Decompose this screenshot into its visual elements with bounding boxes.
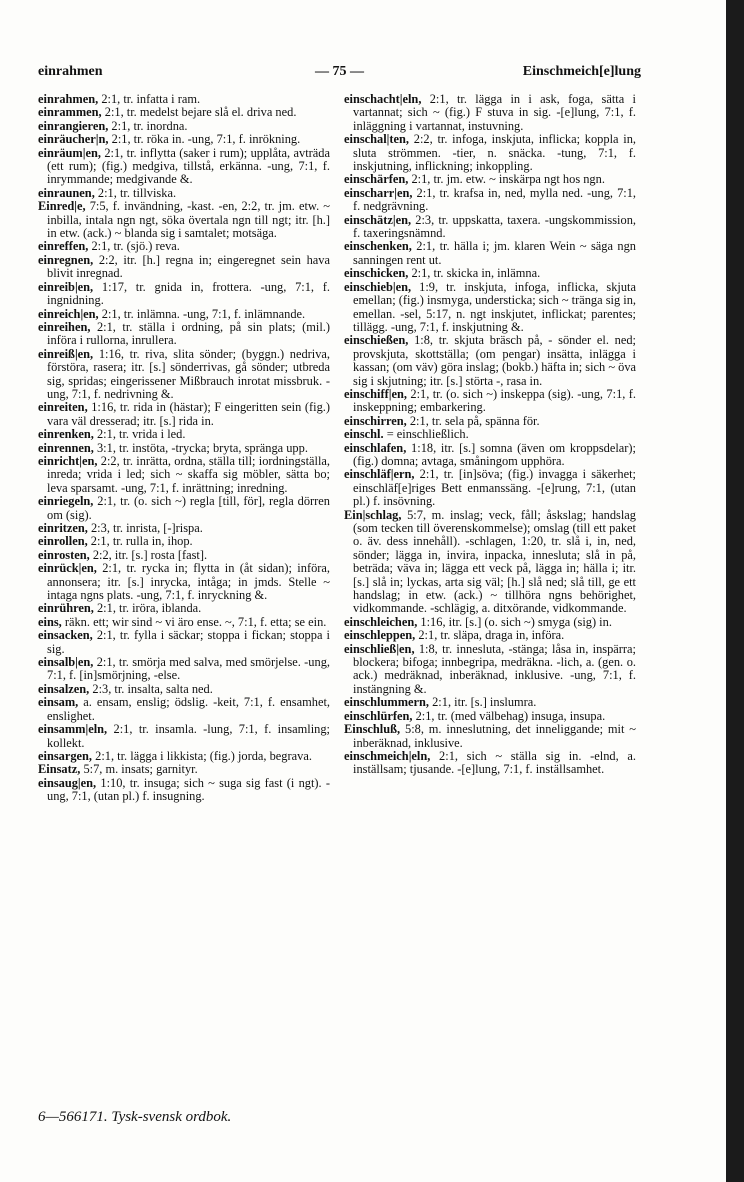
- definition: 3:1, tr. instöta, -trycka; bryta, spränga upp.: [93, 440, 308, 455]
- definition: 2:1, tr. (o. sich ~) regla [till, för], regla dörren om (sig).: [47, 494, 330, 522]
- headword: einsacken,: [38, 628, 93, 643]
- definition: 7:5, f. invändning, -kast. -en, 2:2, tr. jm. etw. ~ inbilla, intala ngn ngt, söka övertala ngn till ngt; itr. [h.] in etw. (ack.) ~ blanda sig i samtalet; motsäga.: [47, 199, 330, 241]
- headword: einreich|en,: [38, 306, 99, 321]
- dictionary-entry: [38, 723, 330, 750]
- dictionary-entry: [344, 267, 636, 280]
- definition: 1:17, tr. gnida in, frottera. -ung, 7:1, f. ingnidning.: [47, 279, 330, 308]
- definition: 1:16, itr. [s.] (o. sich ~) smyga (sig) in.: [417, 614, 612, 629]
- headword: einschieb|en,: [344, 279, 412, 294]
- dictionary-entry: [38, 750, 330, 763]
- headword: einraunen,: [38, 185, 95, 200]
- definition: 5:8, m. inneslutning, det inneliggande; mit ~ inberäknad, inklusive.: [353, 722, 636, 750]
- dictionary-entry: [38, 616, 330, 629]
- definition: 2:1, tr. inlämna. -ung, 7:1, f. inlämnande.: [98, 306, 306, 321]
- definition: 2:1, tr. rycka in; flytta in (åt sidan); införa, annonsera; itr. [s.] inryckа, intåga; in jmds. Stelle ~ intaga ngns plats. -ung, 7:1, f. inryckning &.: [47, 561, 330, 603]
- headword: einscharr|en,: [344, 185, 413, 200]
- definition: 2:1, tr. (med välbehag) insuga, insupa.: [412, 708, 606, 723]
- definition: 2:1, tr. inordna.: [108, 118, 188, 133]
- headword: einritzen,: [38, 521, 88, 535]
- headword: einschenken,: [344, 239, 412, 254]
- dictionary-entry: [344, 750, 636, 777]
- dictionary-entry: [344, 468, 636, 508]
- dictionary-entry: [344, 173, 636, 186]
- headword: einschleppen,: [344, 628, 416, 643]
- headword: einreffen,: [38, 239, 89, 254]
- dictionary-entry: [344, 133, 636, 173]
- dictionary-entry: [38, 549, 330, 562]
- dictionary-entry: [38, 683, 330, 696]
- headword: einschlummern,: [344, 695, 430, 710]
- definition: 2:1, tr. (o. sich ~) inskeppa (sig). -ung, 7:1, f. inskeppning; embarkering.: [353, 386, 636, 415]
- definition: 2:1, tr. (sjö.) reva.: [88, 239, 180, 254]
- headword: Einsatz,: [38, 762, 81, 777]
- dictionary-entry: [38, 562, 330, 602]
- definition: 2:1, tr. ställa i ordning, på sin plats; (mil.) införa i rullorna, inrullera.: [47, 319, 330, 348]
- definition: räkn. ett; wir sind ~ vi äro ense. ~, 7:1, f. etta; se ein.: [61, 614, 327, 629]
- definition: 2:1, tr. rulla in, ihop.: [87, 534, 193, 549]
- headword: einschmeich|eln,: [344, 748, 431, 763]
- running-header: [38, 64, 641, 84]
- definition: 2:2, itr. [s.] rosta [fast].: [89, 547, 208, 562]
- headword: Einred|e,: [38, 199, 86, 214]
- dictionary-entry: [38, 495, 330, 522]
- dictionary-entry: [38, 187, 330, 200]
- headword: einrangieren,: [38, 118, 109, 133]
- dictionary-entry: [38, 106, 330, 119]
- dictionary-entry: [344, 281, 636, 335]
- headword: eins,: [38, 614, 62, 629]
- headword: einschicken,: [344, 266, 409, 281]
- headword: einrennen,: [38, 440, 94, 455]
- headword: einregnen,: [38, 252, 94, 267]
- headword: einrammen,: [38, 105, 102, 120]
- definition: 5:7, m. insats; garnityr.: [80, 762, 198, 777]
- headword: einschl.: [344, 427, 384, 442]
- headword: Ein|schlag,: [344, 507, 402, 522]
- definition: 2:1, tr. skicka in, inlämna.: [408, 266, 541, 281]
- headword: einrahmen,: [38, 92, 99, 106]
- definition: 2:1, tr. tillviska.: [94, 185, 177, 200]
- definition: 2:1, tr. krafsa in, ned, myllа ned. -ung, 7:1, f. nedgrävning.: [353, 185, 636, 214]
- definition: 2:1, tr. inflytta (saker i rum); upplåta, avträda (ett rum); (fig.) medgiva, tillstå, erkänna. -ung, 7:1, f. inrymmande; medgivande &.: [47, 145, 330, 187]
- dictionary-entry: [38, 321, 330, 348]
- definition: 2:1, tr. medelst bejare slå el. driva ned.: [101, 105, 297, 120]
- definition: 2:1, tr. hälla i; jm. klaren Wein ~ säga ngn sanningen rent ut.: [353, 239, 636, 267]
- definition: 1:16, tr. riva, slita sönder; (byggn.) nedriva, förstöra, rasera; itr. [s.] sönderrivas, gå sönder; utbreda sig, spridas; eingerissener Mißbrauch inrotat missbruk. -ung, 7:1, f. nedrivning &.: [47, 346, 330, 401]
- definition: 2:1, tr. [in]söva; (fig.) invagga i säkerhet; einschläf[e]riges Bett enmanssäng. -[e]rung, 7:1, (utan pl.) f. insövning.: [353, 467, 636, 509]
- definition: 2:1, sich ~ ställa sig in. -elnd, a. inställsam; tjusande. -[e]lung, 7:1, f. inställsamhet.: [353, 748, 636, 777]
- definition: = einschließlich.: [383, 427, 469, 442]
- dictionary-entry: [344, 696, 636, 709]
- dictionary-entry: [344, 93, 636, 133]
- headword: einreiß|en,: [38, 346, 94, 361]
- dictionary-entry: [38, 348, 330, 402]
- headword: einreib|en,: [38, 279, 94, 294]
- headword: einschleichen,: [344, 614, 418, 629]
- definition: 2:1, tr. infatta i ram.: [98, 92, 201, 106]
- definition: 1:9, tr. inskjuta, infoga, inflicka, skjuta emellan; (fig.) insmyga, understicka; sich ~ tränga sig in, emellan. -sel, 5:17, n. ngt inskjutet, inflickat; parentes; tillägg. -ung, 7:1, f. inskjutning &.: [353, 279, 637, 334]
- dictionary-entry: [38, 120, 330, 133]
- headword: einschlürfen,: [344, 708, 413, 723]
- dictionary-entry: [38, 442, 330, 455]
- left-column: [38, 93, 330, 804]
- headword: einsargen,: [38, 748, 93, 763]
- headword: einrenken,: [38, 427, 94, 442]
- definition: 2:1, itr. [s.] inslumra.: [429, 695, 537, 710]
- header-right-guideword: Einschmeich[e]lung: [522, 64, 641, 79]
- dictionary-entry: [38, 455, 330, 495]
- footer-signature: 6—566171. Tysk-svensk ordbok.: [38, 1109, 232, 1125]
- dictionary-entry: [38, 308, 330, 321]
- headword: einrück|en,: [38, 561, 97, 576]
- definition: a. ensam, enslig; ödslig. -keit, 7:1, f. ensamhet, enslighet.: [47, 695, 330, 723]
- dictionary-entry: [344, 334, 636, 388]
- definition: 1:8, tr. skjuta bräsch på, - sönder el. ned; provskjuta, skottställa; (om pengar) insätta, inlägga i kassan; (om väv) göra inslag; (bokb.) häfta in; sich ~ öva sig i skjutning; itr. [s.] störta -, rasa in.: [353, 333, 637, 388]
- definition: 1:10, tr. insuga; sich ~ suga sig fast (i ngt). -ung, 7:1, (utan pl.) f. insugning.: [47, 775, 330, 804]
- dictionary-entry: [38, 777, 330, 804]
- definition: 2:2, tr. inrätta, ordna, ställa till; iordningställa, inreda; vrida i led; sich ~ skaffa sig möbler, sätta bo; leva sparsamt. -ung, 7:1, f. inrättning; inredning.: [47, 453, 330, 495]
- definition: 2:3, tr. insalta, salta ned.: [89, 681, 213, 696]
- definition: 2:3, tr. inrista, [-]rispa.: [87, 521, 203, 535]
- headword: einschacht|eln,: [344, 92, 422, 106]
- dictionary-entry: [344, 187, 636, 214]
- dictionary-entry: [344, 629, 636, 642]
- headword: einsalzen,: [38, 681, 90, 696]
- dictionary-entry: [344, 388, 636, 415]
- definition: 1:8, tr. innesluta, -stänga; låsa in, inspärra; blockera; bifoga; innbegripa, medräkna. -lich, a. (gen. o. ack.) medräknad, inberäknad, inklusive. -ung, 7:1, f. instängning &.: [353, 641, 636, 696]
- headword: einrollen,: [38, 534, 88, 549]
- definition: 5:7, m. inslag; veck, fåll; åskslag; handslag (som tecken till överenskommelse); omslag (till ett paket o. äv. dess innehåll). -schlagen, 1:20, tr. slå i, in, ned, sönder; lägga in, invira, inpacka, inneslutа; slå in på, beträda; väva in; lägga ett veck på, lägga in; hälla i; itr. [s.] slå in; lyckas, arta sig väl; [h.] slå ned; slå till, ge ett handslag; in etw. (ack.) ~ tillhöra ngns behörighet, vidkommande. -schlägig, a. ditхörande, vidkommande.: [353, 507, 636, 616]
- headword: einschal|ten,: [344, 132, 410, 147]
- dictionary-entry: [38, 254, 330, 281]
- dictionary-entry: [38, 428, 330, 441]
- dictionary-entry: [38, 133, 330, 146]
- definition: 2:1, tr. vrida i led.: [93, 427, 186, 442]
- definition: 2:3, tr. uppskatta, taxera. -ungskommission, f. taxeringsnämnd.: [353, 212, 636, 241]
- definition: 2:1, tr. lägga i likkista; (fig.) jorda, begrava.: [92, 748, 312, 763]
- dictionary-entry: [38, 602, 330, 615]
- definition: 2:2, itr. [h.] regna in; eingeregnet sein hava blivit inregnad.: [47, 252, 330, 281]
- headword: einschlafen,: [344, 440, 407, 455]
- dictionary-entry: [38, 240, 330, 253]
- dictionary-entry: [38, 281, 330, 308]
- headword: einriegeln,: [38, 494, 94, 509]
- headword: einricht|en,: [38, 453, 98, 468]
- headword: einschiff|en,: [344, 386, 407, 401]
- definition: 2:1, tr. iröra, iblanda.: [93, 601, 202, 616]
- headword: einrosten,: [38, 547, 90, 562]
- definition: 1:18, itr. [s.] somna (även om kroppsdelar); (fig.) domna; avtaga, småningom upphöra.: [353, 440, 636, 468]
- headword: einschätz|en,: [344, 212, 412, 227]
- dictionary-entry: [38, 535, 330, 548]
- dictionary-entry: [38, 401, 330, 428]
- page-edge-shadow: [726, 0, 744, 1182]
- dictionary-entry: [38, 200, 330, 240]
- dictionary-entry: [38, 629, 330, 656]
- headword: einschließ|en,: [344, 641, 415, 656]
- definition: 2:1, tr. jm. etw. ~ inskärpa ngt hos ngn.: [408, 172, 605, 187]
- dictionary-entry: [344, 415, 636, 428]
- headword: einreihen,: [38, 319, 91, 334]
- headword: einschläf|ern,: [344, 467, 415, 482]
- header-left-guideword: einrahmen: [38, 64, 103, 79]
- dictionary-entry: [344, 643, 636, 697]
- dictionary-entry: [38, 696, 330, 723]
- headword: einsalb|en,: [38, 655, 94, 670]
- dictionary-entry: [38, 93, 330, 106]
- definition: 2:1, tr. insamla. -lung, 7:1, f. insamling; kollekt.: [47, 722, 330, 750]
- right-column: [344, 93, 636, 777]
- dictionary-entry: [344, 723, 636, 750]
- headword: einschärfen,: [344, 172, 409, 187]
- dictionary-entry: [38, 522, 330, 535]
- headword: einräum|en,: [38, 145, 101, 160]
- dictionary-entry: [344, 710, 636, 723]
- definition: 2:2, tr. infoga, inskjuta, inflicka; koppla in, sluta strömmen. -tier, n. snäcka. -tung, 7:1, f. inskjutning, inflickning; inkoppling.: [353, 132, 636, 174]
- dictionary-entry: [344, 240, 636, 267]
- dictionary-entry: [344, 428, 636, 441]
- definition: 2:1, tr. smörja med salva, med smörjelse. -ung, 7:1, f. [in]smörjning, -else.: [47, 655, 330, 683]
- dictionary-entry: [344, 442, 636, 469]
- dictionary-entry: [344, 214, 636, 241]
- dictionary-entry: [38, 656, 330, 683]
- headword: einschießen,: [344, 333, 409, 348]
- definition: 2:1, tr. fylla i säckar; stoppa i fickan; stoppa i sig.: [47, 628, 330, 656]
- definition: 2:1, tr. lägga in i ask, foga, sätta i vartannat; sich ~ (fig.) F stuva in sig. -[e]lung, 7:1, f. inläggning i vartannat, instuvning.: [353, 92, 636, 133]
- headword: einsam,: [38, 695, 79, 710]
- definition: 2:1, tr. släpa, draga in, införa.: [415, 628, 565, 643]
- headword: einsamm|eln,: [38, 722, 108, 737]
- definition: 1:16, tr. rida in (hästar); F eingeritten sein (fig.) vara väl dresserad; itr. [s.] rida in.: [47, 400, 330, 428]
- headword: einschirren,: [344, 413, 407, 428]
- headword: einräucher|n,: [38, 132, 109, 147]
- headword: Einschluß,: [344, 722, 401, 737]
- page-number: — 75 —: [315, 64, 364, 79]
- definition: 2:1, tr. röka in. -ung, 7:1, f. inrökning.: [108, 132, 301, 147]
- headword: einreiten,: [38, 400, 88, 415]
- dictionary-entry: [38, 147, 330, 187]
- dictionary-entry: [38, 763, 330, 776]
- dictionary-entry: [344, 509, 636, 616]
- headword: einsaug|en,: [38, 775, 97, 790]
- dictionary-entry: [344, 616, 636, 629]
- definition: 2:1, tr. sela på, spänna för.: [406, 413, 540, 428]
- headword: einrühren,: [38, 601, 94, 616]
